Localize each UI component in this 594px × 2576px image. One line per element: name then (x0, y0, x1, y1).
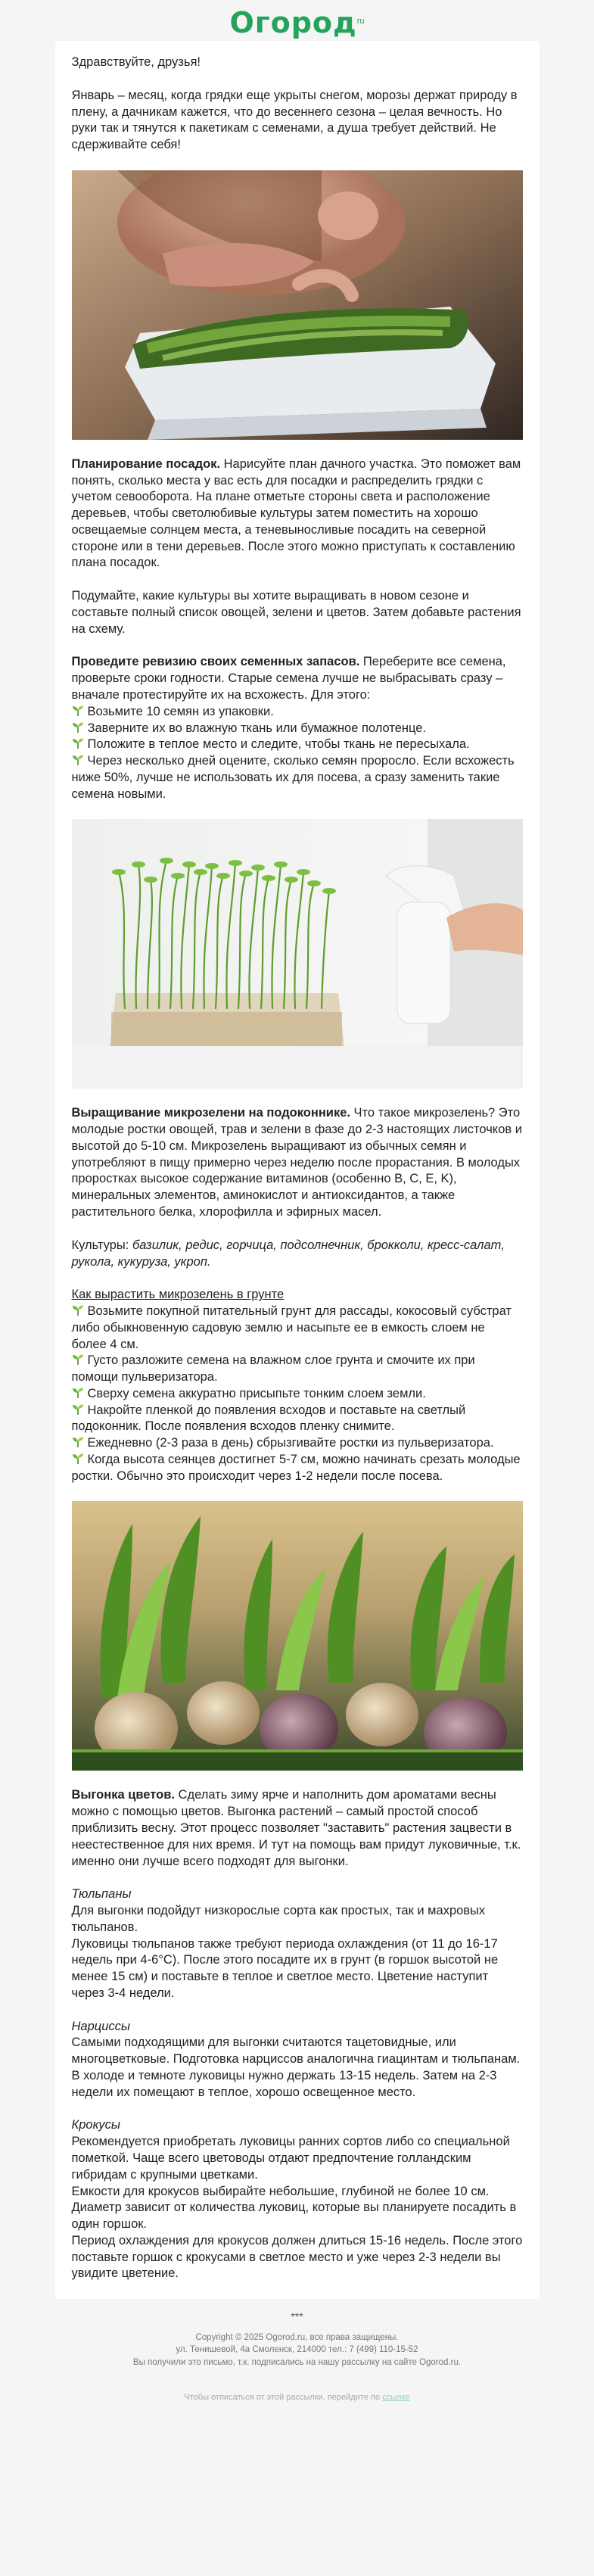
unsubscribe-text: Чтобы отписаться от этой рассылки, перейдите по (184, 2392, 383, 2402)
brand-name: Огород (229, 6, 357, 39)
list-item: Густо разложите семена на влажном слое грунта и смочите их при помощи пульверизатора. (71, 1353, 475, 1385)
audit-paragraph (72, 654, 523, 703)
email-container (55, 0, 540, 2403)
microgreens-title: Выращивание микрозелени на подоконнике. (71, 1106, 350, 1120)
crops-label: Культуры: (71, 1238, 132, 1252)
woman-sowing-seeds-photo (72, 170, 523, 440)
sprout-icon (72, 1437, 84, 1447)
narcissus-title: Нарциссы (71, 2019, 131, 2033)
crops-paragraph (72, 1238, 523, 1271)
list-item: Заверните их во влажную ткань или бумажное полотенце. (72, 721, 523, 737)
tulips-title: Тюльпаны (71, 1887, 132, 1902)
unsubscribe-line (55, 2392, 540, 2403)
list-item: Возьмите покупной питательный грунт для рассады, кокосовый субстрат либо обыкновенную садовую землю и насыпьте ее в емкость слоем не более 4 см. (71, 1304, 512, 1351)
brand-logo[interactable] (55, 5, 540, 41)
sprout-icon (72, 755, 84, 765)
intro-paragraph: Январь – месяц, когда грядки еще укрыты снегом, морозы держат природу в плену, а дачникам кажется, что до весеннего сезона – целая вечность. Но руки так и тянутся к пакетикам с семенами, а душа требует действий. Не сдерживайте себя! (71, 88, 518, 152)
copyright: Copyright © 2025 Ogorod.ru, все права защищены. (195, 2332, 399, 2342)
footer (55, 2331, 540, 2369)
brand-suffix: ru (356, 17, 365, 26)
sprout-icon (72, 1354, 84, 1365)
microgreens-text: Что такое микрозелень? Это молодые ростки овощей, трав и зелени в фазе до 2-3 настоящих листочков и высотой до 5-10 см. Микрозелень выращивают из обычных семян и употребляют в пищу примерно через неделю после прорастания. В молодых проростках высокое содержание витаминов (особенно B, C, E, K), минеральных элементов, аминокислот и антиоксидантов, а также растительного белка, хлорофилла и эфирных масел. (71, 1106, 522, 1219)
unsubscribe-link[interactable]: ссылке (382, 2392, 410, 2402)
sprout-icon (72, 738, 84, 749)
planning-paragraph-2: Подумайте, какие культуры вы хотите выращивать в новом сезоне и составьте полный список овощей, зелени и цветов. Затем добавьте растения на схему. (71, 589, 521, 636)
forcing-text: Сделать зиму ярче и наполнить дом ароматами весны можно с помощью цветов. Выгонка растений – самый простой способ приблизить весну. Этот процесс позволяет "заставить" растения зацвести в неестественное для них время. И тут на помощь вам придут луковичные, т.к. именно они лучше всего подходят для выгонки. (71, 1788, 521, 1868)
audit-text: Переберите все семена, проверьте сроки годности. Старые семена лучше не выбрасывать сразу – вначале протестируйте их на всхожесть. Для этого: (71, 655, 506, 702)
planning-paragraph (72, 456, 523, 572)
tulips-text: Для выгонки подойдут низкорослые сорта как простых, так и махровых тюльпанов. Луковицы тюльпанов также требуют периода охлаждения (от 11 до 16-17 недель при 4-6°С). После этого посадите их в грунт (в горшок высотой не менее 15 см) и поставьте в теплое и светлое место. Цветение наступит через 3-4 недели. (71, 1904, 499, 2000)
forcing-paragraph (72, 1787, 523, 1870)
list-item: Через несколько дней оцените, сколько семян проросло. Если всхожесть ниже 50%, лучше не использовать их для посева, а сразу заменить такие семена новыми. (71, 754, 515, 801)
microgreens-spray-photo (72, 819, 523, 1089)
subscription-reason: Вы получили это письмо, т.к. подписались на нашу рассылку на сайте Ogorod.ru. (132, 2357, 462, 2367)
audit-title: Проведите ревизию своих семенных запасов. (71, 655, 360, 669)
greeting: Здравствуйте, друзья! (71, 55, 201, 69)
list-item: Положите в теплое место и следите, чтобы ткань не пересыхала. (72, 737, 523, 753)
sprout-icon (72, 1453, 84, 1464)
microgreens-paragraph (72, 1105, 523, 1220)
planning-text: Нарисуйте план дачного участка. Это поможет вам понять, сколько места у вас есть для посадки и распределить грядки с учетом севооборота. На плане отметьте стороны света и расположение деревьев, чтобы светолюбивые культуры затем поместить на хорошо освещаемые солнцем места, а теневыносливые посадить на северной стороне или в тени деревьев. После этого можно приступать к составлению плана посадок. (71, 456, 521, 570)
crocus-title: Крокусы (71, 2118, 121, 2132)
sprout-icon (72, 706, 84, 716)
hyacinth-bulbs-photo (72, 1501, 523, 1771)
email-body (55, 41, 540, 2299)
list-item: Возьмите 10 семян из упаковки. (72, 704, 523, 721)
crops-list: базилик, редис, горчица, подсолнечник, брокколи, кресс-салат, рукола, кукуруза, укроп. (71, 1238, 505, 1269)
list-item: Накройте пленкой до появления всходов и поставьте на светлый подоконник. После появления всходов пленку снимите. (71, 1403, 466, 1434)
sprout-icon (72, 1404, 84, 1415)
narcissus-text: Самыми подходящими для выгонки считаются тацетовидные, или многоцветковые. Подготовка нарциссов аналогична гиацинтам и тюльпанам. В холоде и темноте луковицы нужно держать 13-15 недель. Затем на 2-3 недели их помещают в теплое, хорошо освещенное место. (71, 2036, 521, 2099)
sprout-icon (72, 1388, 84, 1398)
address: ул. Тенишевой, 4а Смоленск, 214000 тел.: 7 (499) 110-15-52 (176, 2345, 418, 2355)
list-item: Когда высота сеянцев достигнет 5-7 см, можно начинать срезать молодые ростки. Обычно это происходит через 1-2 недели после посева. (71, 1452, 521, 1483)
howto-title: Как вырастить микрозелень в грунте (71, 1288, 285, 1302)
microgreens-steps-list (72, 1304, 523, 1484)
crocus-text: Рекомендуется приобретать луковицы ранних сортов либо со специальной пометкой. Чаще всего цветоводы отдают предпочтение голландским гибридам с крупными цветками. Емкости для крокусов выбирайте небольшие, глубиной не более 10 см. Диаметр зависит от количества луковиц, которые вы планируете посадить в один горшок. Период охлаждения для крокусов должен длиться 15-16 недель. После этого поставьте горшок с крокусами в светлое место и уже через 2-3 недели вы увидите цветение. (71, 2135, 523, 2281)
planning-title: Планирование посадок. (71, 456, 221, 471)
forcing-title: Выгонка цветов. (71, 1788, 175, 1802)
sprout-icon (72, 722, 84, 733)
sprout-icon (72, 1305, 84, 1316)
audit-steps-list (72, 704, 523, 803)
separator: *** (291, 2310, 303, 2323)
list-item: Сверху семена аккуратно присыпьте тонким слоем земли. (72, 1386, 523, 1403)
list-item: Ежедневно (2-3 раза в день) сбрызгивайте ростки из пульверизатора. (72, 1435, 523, 1452)
